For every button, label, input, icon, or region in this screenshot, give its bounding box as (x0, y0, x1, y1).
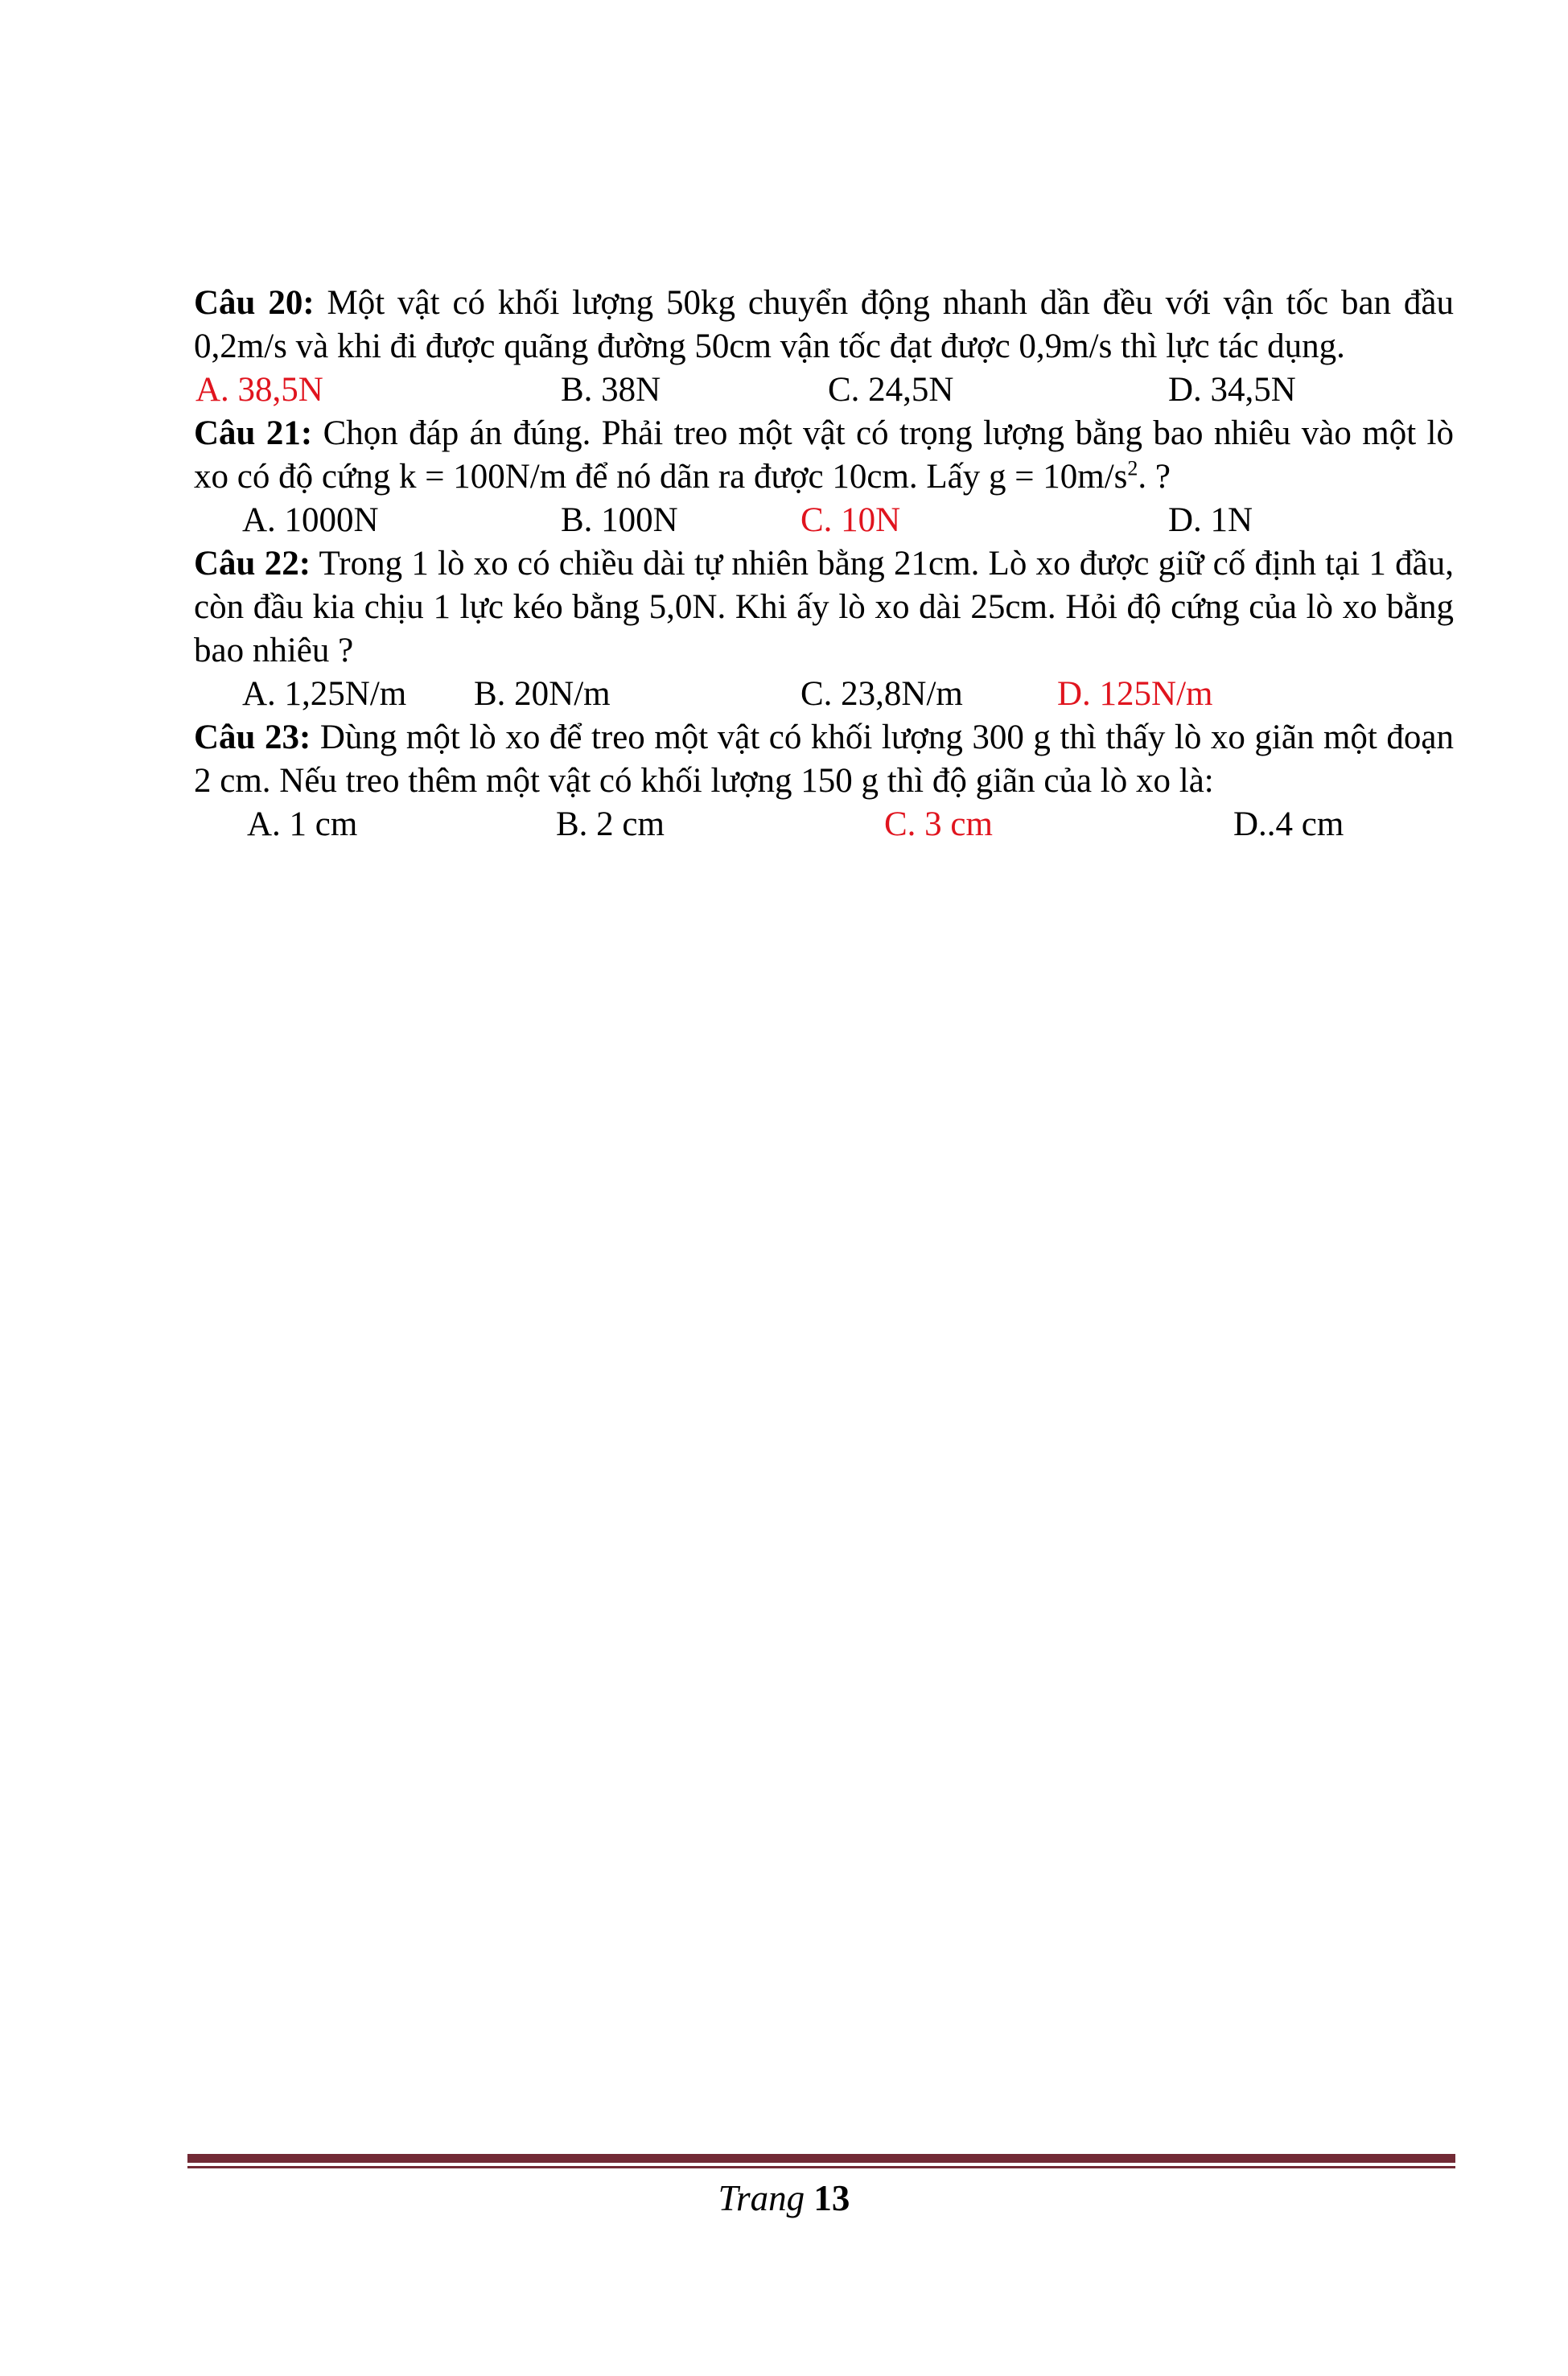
options-row (194, 369, 1454, 412)
option-c: C. 23,8N/m (800, 675, 963, 713)
option-b: B. 38N (561, 371, 661, 409)
page-footer (0, 2174, 1568, 2222)
option-b: B. 2 cm (556, 805, 665, 843)
option-c: C. 3 cm (884, 805, 993, 843)
options-row (194, 673, 1454, 716)
footer-rule-thin (187, 2166, 1455, 2168)
options-row (194, 803, 1454, 846)
question-text: Trong 1 lò xo có chiều dài tự nhiên bằng 21cm. Lò xo được giữ cố định tại 1 đầu, còn đầu kia chịu 1 lực kéo bằng 5,0N. Khi ấy lò xo dài 25cm. Hỏi độ cứng của lò xo bằng bao nhiêu ? (194, 545, 1454, 669)
question-text: Chọn đáp án đúng. Phải treo một vật có trọng lượng bằng bao nhiêu vào một lò xo có độ cứng k = 100N/m để nó dãn ra được 10cm. Lấy g = 10m/s (194, 414, 1454, 496)
question-23 (194, 716, 1454, 803)
question-21 (194, 412, 1454, 499)
question-list (194, 282, 1454, 846)
question-text-tail: . ? (1138, 458, 1171, 496)
option-b: B. 100N (561, 501, 678, 539)
page-word: Trang (718, 2178, 805, 2218)
question-22 (194, 542, 1454, 673)
option-a: A. 1 cm (247, 805, 358, 843)
superscript: 2 (1127, 456, 1138, 480)
option-c: C. 10N (800, 501, 901, 539)
question-text: Dùng một lò xo để treo một vật có khối lượng 300 g thì thấy lò xo giãn một đoạn 2 cm. Nếu treo thêm một vật có khối lượng 150 g thì độ giãn của lò xo là: (194, 719, 1454, 800)
question-label: Câu 22: (194, 545, 311, 583)
option-d: D. 125N/m (1057, 675, 1213, 713)
option-a: A. 1,25N/m (242, 675, 407, 713)
question-label: Câu 20: (194, 284, 315, 322)
option-d: D..4 cm (1233, 805, 1344, 843)
option-d: D. 1N (1168, 501, 1253, 539)
options-row (194, 499, 1454, 542)
option-c: C. 24,5N (828, 371, 954, 409)
option-a: A. 1000N (242, 501, 379, 539)
option-d: D. 34,5N (1168, 371, 1296, 409)
option-a: A. 38,5N (195, 371, 323, 409)
option-b: B. 20N/m (474, 675, 611, 713)
question-label: Câu 21: (194, 414, 313, 452)
footer-rule-thick (187, 2154, 1455, 2163)
question-label: Câu 23: (194, 719, 311, 756)
page-number: 13 (813, 2178, 850, 2218)
question-20 (194, 282, 1454, 369)
question-text: Một vật có khối lượng 50kg chuyển động nhanh dần đều với vận tốc ban đầu 0,2m/s và khi đi được quãng đường 50cm vận tốc đạt được 0,9m/s thì lực tác dụng. (194, 284, 1455, 365)
